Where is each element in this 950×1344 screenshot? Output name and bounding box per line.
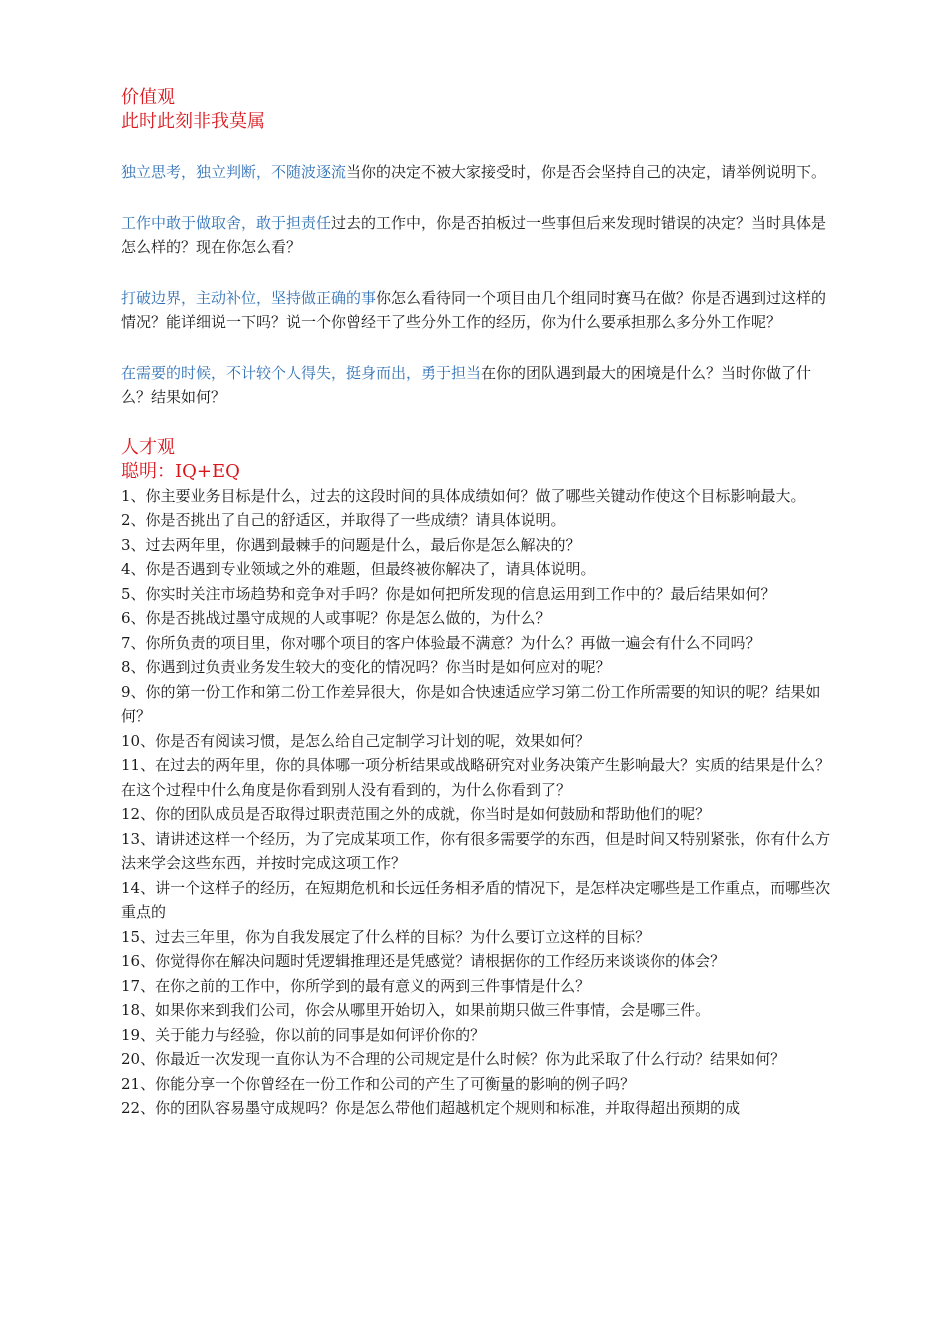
- values-question-1: [121, 160, 841, 185]
- list-item: 13、请讲述这样一个经历，为了完成某项工作，你有很多需要学的东西，但是时间又特别紧张，你有什么方法来学会这些东西，并按时完成这项工作？: [121, 829, 831, 872]
- values-question-2: [121, 211, 841, 260]
- list-item: 12、你的团队成员是否取得过职责范围之外的成就，你当时是如何鼓励和帮助他们的呢？: [121, 805, 711, 823]
- list-item: 17、在你之前的工作中，你所学到的最有意义的两到三件事情是什么？: [121, 976, 591, 995]
- list-item: 14、讲一个这样子的经历，在短期危机和长远任务相矛盾的情况下，是怎样决定哪些是工作重点，而哪些次重点的: [121, 878, 831, 921]
- list-item: 1、你主要业务目标是什么，过去的这段时间的具体成绩如何？做了哪些关键动作使这个目标影响最大。: [121, 486, 806, 505]
- list-item: 2、你是否挑出了自己的舒适区，并取得了一些成绩？请具体说明。: [121, 511, 566, 529]
- list-item: 5、你实时关注市场趋势和竞争对手吗？你是如何把所发现的信息运用到工作中的？最后结果如何？: [121, 584, 776, 603]
- talent-subheading: 聪明：IQ+EQ: [121, 460, 240, 482]
- list-item: 18、如果你来到我们公司，你会从哪里开始切入，如果前期只做三件事情，会是哪三件。: [121, 1001, 711, 1019]
- list-item: 22、你的团队容易墨守成规吗？你是怎么带他们超越机定个规则和标准，并取得超出预期的成: [121, 1099, 741, 1117]
- question-tag: 打破边界，主动补位，坚持做正确的事: [121, 288, 377, 307]
- list-item: 10、你是否有阅读习惯，是怎么给自己定制学习计划的呢，效果如何？: [121, 731, 591, 750]
- question-tag: 在需要的时候，不计较个人得失，挺身而出，勇于担当: [121, 363, 482, 382]
- list-item: 9、你的第一份工作和第二份工作差异很大，你是如合快速适应学习第二份工作所需要的知识的呢？结果如何？: [121, 682, 821, 725]
- question-tag: 独立思考，独立判断，不随波逐流: [121, 163, 347, 181]
- list-item: 7、你所负责的项目里，你对哪个项目的客户体验最不满意？为什么？再做一遍会有什么不同吗？: [121, 633, 761, 652]
- list-item: 4、你是否遇到专业领域之外的难题，但最终被你解决了，请具体说明。: [121, 560, 596, 578]
- list-item: 19、关于能力与经验，你以前的同事是如何评价你的？: [121, 1025, 486, 1044]
- question-text: 过去的工作中，你是否拍板过一些事但后来发现时错误的决定？当时具体是怎么样的？现在你怎么看？: [121, 213, 827, 256]
- list-item: 8、你遇到过负责业务发生较大的变化的情况吗？你当时是如何应对的呢？: [121, 658, 611, 676]
- talent-question-list: [121, 484, 841, 1121]
- list-item: 11、在过去的两年里，你的具体哪一项分析结果或战略研究对业务决策产生影响最大？实质的结果是什么？在这个过程中什么角度是你看到别人没有看到的，为什么你看到了？: [121, 756, 831, 799]
- values-heading: 价值观: [121, 87, 175, 108]
- question-tag: 工作中敢于做取舍，敢于担责任: [121, 213, 332, 232]
- values-question-3: [121, 286, 841, 335]
- list-item: 15、过去三年里，你为自我发展定了什么样的目标？为什么要订立这样的目标？: [121, 927, 651, 946]
- values-subheading: 此时此刻非我莫属: [121, 111, 265, 132]
- list-item: 6、你是否挑战过墨守成规的人或事呢？你是怎么做的，为什么？: [121, 609, 551, 627]
- list-item: 3、过去两年里，你遇到最棘手的问题是什么，最后你是怎么解决的？: [121, 535, 581, 554]
- question-text: 在你的团队遇到最大的困境是什么？当时你做了什么？结果如何？: [121, 363, 812, 406]
- list-item: 20、你最近一次发现一直你认为不合理的公司规定是什么时候？你为此采取了什么行动？结果如何？: [121, 1050, 786, 1068]
- question-text: 你怎么看待同一个项目由几个组同时赛马在做？你是否遇到过这样的情况？能详细说一下吗？说一个你曾经干了些分外工作的经历，你为什么要承担那么多分外工作呢？: [121, 288, 827, 331]
- list-item: 16、你觉得你在解决问题时凭逻辑推理还是凭感觉？请根据你的工作经历来谈谈你的体会？: [121, 952, 726, 970]
- talent-heading: 人才观: [121, 436, 175, 458]
- list-item: 21、你能分享一个你曾经在一份工作和公司的产生了可衡量的影响的例子吗？: [121, 1074, 636, 1093]
- document-page: [121, 86, 841, 1121]
- question-text: 当你的决定不被大家接受时，你是否会坚持自己的决定，请举例说明下。: [346, 163, 827, 181]
- values-question-4: [121, 361, 841, 410]
